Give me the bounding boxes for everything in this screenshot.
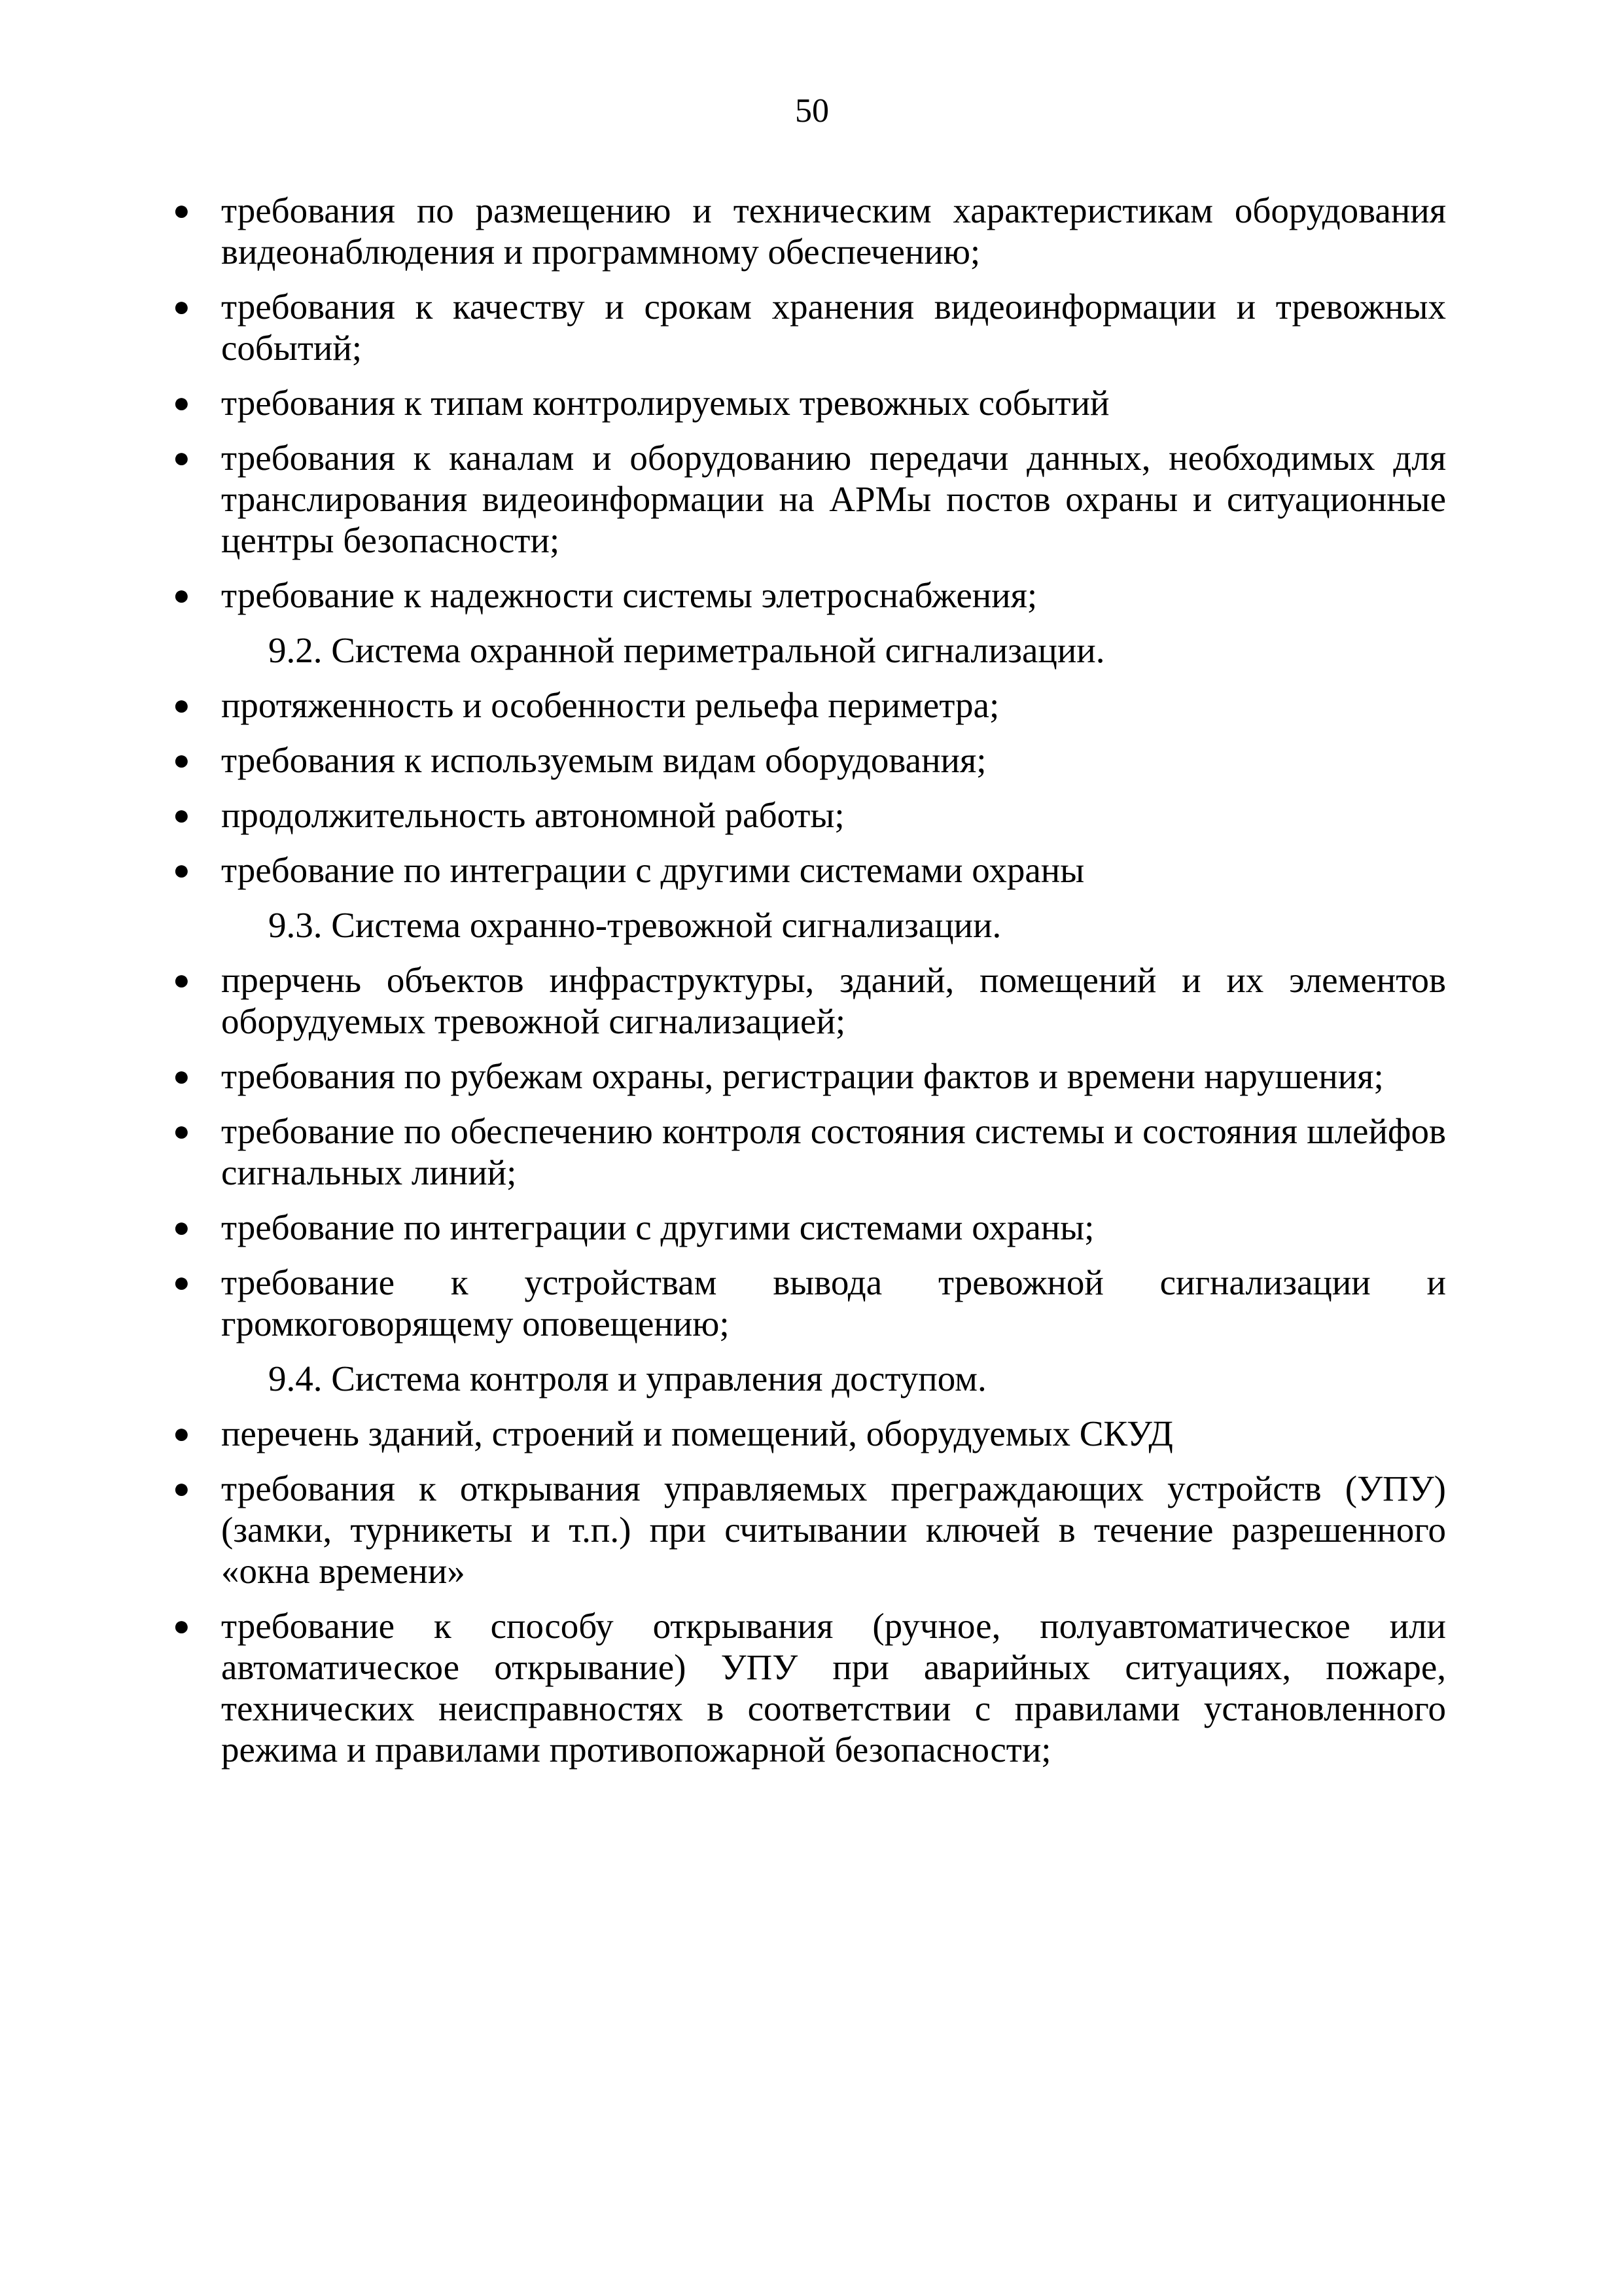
bullet-icon: ● — [173, 194, 190, 226]
list-item — [164, 1468, 1446, 1592]
bullet-icon: ● — [173, 1610, 190, 1642]
list-item-text: требования к открывания управляемых преграждающих устройств (УПУ) (замки, турникеты и т.п.) при считывании ключей в течение разрешенного «окна времени» — [221, 1468, 1446, 1591]
section-9-2-list — [164, 685, 1446, 891]
bullet-icon: ● — [173, 854, 190, 886]
bullet-icon: ● — [173, 1417, 190, 1450]
list-item-text: требования к типам контролируемых тревожных событий — [221, 383, 1110, 423]
list-item-text: требование к устройствам вывода тревожной сигнализации и громкоговорящему оповещению; — [221, 1262, 1446, 1343]
list-item-text: прерчень объектов инфраструктуры, зданий, помещений и их элементов оборудуемых тревожной сигнализацией; — [221, 960, 1446, 1041]
document-body — [164, 190, 1446, 1784]
bullet-icon: ● — [173, 291, 190, 323]
list-item — [164, 959, 1446, 1042]
list-item-text: требования по рубежам охраны, регистрации фактов и времени нарушения; — [221, 1056, 1384, 1096]
list-item — [164, 1111, 1446, 1193]
bullet-icon: ● — [173, 1211, 190, 1243]
section-heading-9-3: 9.3. Система охранно-тревожной сигнализации. — [268, 905, 1002, 945]
list-item — [164, 1605, 1446, 1770]
list-item-text: требование по интеграции с другими системами охраны — [221, 850, 1085, 890]
list-item-text: протяженность и особенности рельефа периметра; — [221, 685, 1000, 725]
list-item-text: требования к используемым видам оборудования; — [221, 740, 987, 780]
list-item — [164, 1056, 1446, 1097]
requirements-list — [164, 190, 1446, 616]
list-item — [164, 739, 1446, 781]
bullet-icon: ● — [173, 1472, 190, 1504]
list-item-text: требование по интеграции с другими системами охраны; — [221, 1207, 1095, 1247]
section-heading-9-4: 9.4. Система контроля и управления доступом. — [268, 1359, 987, 1398]
list-item-text: требование по обеспечению контроля состояния системы и состояния шлейфов сигнальных линий; — [221, 1111, 1446, 1192]
list-item — [164, 849, 1446, 891]
list-item-text: требования по размещению и техническим характеристикам оборудования видеонаблюдения и программному обеспечению; — [221, 190, 1446, 272]
bullet-icon: ● — [173, 1060, 190, 1092]
list-item-text: продолжительность автономной работы; — [221, 795, 845, 835]
bullet-icon: ● — [173, 1115, 190, 1147]
list-item — [164, 1413, 1446, 1454]
list-item — [164, 190, 1446, 272]
list-item — [164, 382, 1446, 423]
list-item-text: требование к надежности системы элетроснабжения; — [221, 575, 1038, 615]
list-item — [164, 685, 1446, 726]
list-item-text: требование к способу открывания (ручное, полуавтоматическое или автоматическое открывание) УПУ при аварийных ситуациях, пожаре, технических неисправностях в соответствии с правилами установленного режима и правилами противопожарной безопасности; — [221, 1606, 1446, 1770]
list-item — [164, 794, 1446, 836]
list-item-text: требования к качеству и срокам хранения видеоинформации и тревожных событий; — [221, 287, 1446, 368]
section-9-4-list — [164, 1413, 1446, 1770]
list-item — [164, 1262, 1446, 1344]
list-item-text: требования к каналам и оборудованию передачи данных, необходимых для транслирования видеоинформации на АРМы постов охраны и ситуационные центры безопасности; — [221, 438, 1446, 560]
bullet-icon: ● — [173, 689, 190, 721]
list-item — [164, 1207, 1446, 1248]
bullet-icon: ● — [173, 387, 190, 419]
bullet-icon: ● — [173, 744, 190, 776]
list-item — [164, 575, 1446, 616]
section-9-3-list — [164, 959, 1446, 1344]
section-heading-9-2: 9.2. Система охранной периметральной сигнализации. — [268, 630, 1105, 670]
list-item-text: перечень зданий, строений и помещений, оборудуемых СКУД — [221, 1414, 1173, 1453]
bullet-icon: ● — [173, 579, 190, 611]
page-number: 50 — [795, 92, 829, 130]
bullet-icon: ● — [173, 799, 190, 831]
list-item — [164, 286, 1446, 368]
bullet-icon: ● — [173, 442, 190, 474]
bullet-icon: ● — [173, 964, 190, 996]
list-item — [164, 437, 1446, 561]
bullet-icon: ● — [173, 1266, 190, 1298]
